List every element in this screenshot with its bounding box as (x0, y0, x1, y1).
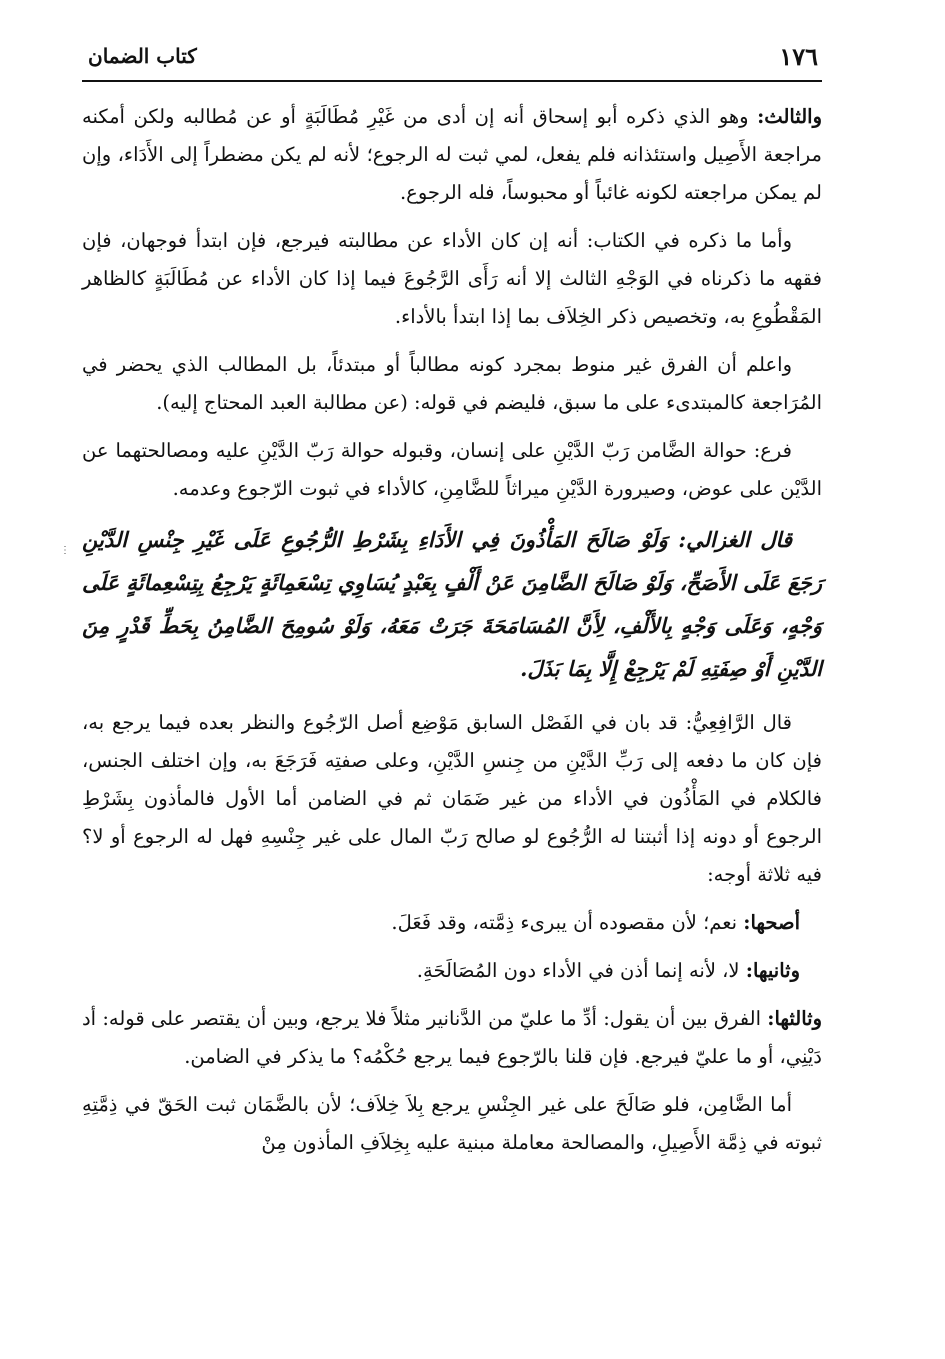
paragraph-book-mention (82, 222, 822, 336)
paragraph-branch (82, 432, 822, 508)
paragraph-second-view (82, 952, 822, 990)
page-number: ١٧٦ (779, 42, 818, 71)
paragraph-text: أما الضَّامِن، فلو صَالَحَ على غير الجِنْسِ يرجع بِلاَ خِلاَف؛ لأن بالضَّمَان ثبت الحَقّ في ذِمَّتِهِ ثبوته في ذِمَّة الأَصِيلِ، والمصالحة معاملة مبنية عليه بِخِلاَفِ المأذون مِنْ (82, 1093, 822, 1154)
paragraph-guarantor (82, 1086, 822, 1162)
paragraph-first-view (82, 904, 822, 942)
running-title: كتاب الضمان (88, 44, 197, 68)
paragraph-lead: وثانيها: (745, 959, 800, 982)
scan-speck-mark: ⋮ (60, 545, 70, 556)
paragraph-text: وَلَوْ صَالَحَ المَأْذُونَ فِي الأَدَاءِ بِشَرْطِ الرُّجُوعِ عَلَى غَيْرِ جِنْسِ الدَّيْنِ رَجَعَ عَلَى الأَصَحِّ، وَلَوْ صَالَحَ الضَّامِنَ عَنْ أَلْفٍ بِعَبْدٍ يُسَاوِي تِسْعَمِائَةٍ يَرْجِعُ بِتِسْعِمائَةٍ عَلَى وَجْهٍ، وَعَلَى وَجْهٍ بِالأَلْفِ، لِأَنَّ المُسَامَحَةَ جَرَتْ مَعَهُ، وَلَوْ سُومِحَ الضَّامِنُ بِحَطِّ قَدْرٍ مِنَ الدَّيْنِ أَوْ صِفَتِهِ لَمْ يَرْجِعْ إِلَّا بِمَا بَذَلَ. (82, 527, 822, 681)
paragraph-text: وأما ما ذكره في الكتاب: أنه إن كان الأداء عن مطالبته فيرجع، فإن ابتدأ فوجهان، فإن فقهه ما ذكرناه في الوَجْهِ الثالث إلا أنه رَأَى الرَّجُوعَ فيما إذا كان الأداء عن مُطَالَبَةٍ كالظاهر المَقْطُوعِ به، وتخصيص ذكر الخِلاَف بما إذا ابتدأ بالأداء. (82, 229, 822, 328)
paragraph-lead: وثالثها: (767, 1007, 822, 1030)
paragraph-lead: أصحها: (743, 911, 800, 934)
paragraph-ghazali-quote (82, 518, 822, 690)
page-body (82, 98, 822, 1162)
paragraph-lead: قال الغزالي: (678, 527, 792, 552)
paragraph-text: نعم؛ لأن مقصوده أن يبرىء ذِمَّته، وقد فَعَلَ. (391, 911, 744, 934)
paragraph-lead: والثالث: (757, 105, 822, 128)
paragraph-rafii-commentary (82, 704, 822, 894)
paragraph-third-option (82, 1000, 822, 1076)
paragraph-text: وهو الذي ذكره أبو إسحاق أنه إن أدى من غَيْرِ مُطَالَبَةٍ أو عن مُطالبه ولكن أمكنه مراجعة الأَصِيل واستئذانه فلم يفعل، لمي ثبت له الرجوع؛ لأنه لم يكن مضطراً إلى الأَدَاء، وإن لم يمكن مراجعته لكونه غائباً أو محبوساً، فله الرجوع. (82, 105, 822, 204)
paragraph-text: قال الرَّافِعِيُّ: قد بان في الفَصْل السابق مَوْضِع أصل الرّجُوع والنظر بعده فيما يرجع به، فإن كان ما دفعه إلى رَبِّ الدَّيْنِ من جِنسِ الدَّيْنِ، وعلى صفتِه فَرَجَعَ به، وإن اختلف الجنس، فالكلام في المَأْذُون في الأداء من غير ضَمَان ثم في الضامن أما الأول فالمأذون بِشَرْطِ الرجوع أو دونه إذا أثبتنا له الرُّجُوع لو صالح رَبّ المال على غير جِنْسِهِ فهل له الرجوع أو لا؟ فيه ثلاثة أوجه: (82, 711, 822, 886)
paragraph-third-view (82, 98, 822, 212)
paragraph-text: لا، لأنه إنما أذن في الأداء دون المُصَالَحَةِ. (416, 959, 746, 982)
book-page (82, 38, 822, 1172)
paragraph-text: واعلم أن الفرق غير منوط بمجرد كونه مطالباً أو مبتدئاً، بل المطالب الذي يحضر في المُرَاجعة كالمبتدىء على ما سبق، فليضم في قوله: (عن مطالبة العبد المحتاج إليه). (82, 353, 822, 414)
paragraph-text: الفرق بين أن يقول: أدِّ ما عليّ من الدَّنانير مثلاً فلا يرجع، وبين أن يقتصر على قوله: أد دَيْنِي، أو ما عليّ فيرجع. فإن قلنا بالرّجوع فيما يرجع حُكْمُه؟ ما يذكر في الضامن. (82, 1007, 822, 1068)
paragraph-text: فرع: حوالة الضَّامن رَبّ الدَّيْنِ على إنسان، وقبوله حوالة رَبّ الدَّيْنِ عليه ومصالحتهما عن الدَّيْن على عوض، وصيرورة الدَّيْنِ ميراثاً للضَّامِنِ، كالأداء في ثبوت الرّجوع وعدمه. (82, 439, 822, 500)
paragraph-difference-note (82, 346, 822, 422)
page-header (82, 38, 822, 82)
